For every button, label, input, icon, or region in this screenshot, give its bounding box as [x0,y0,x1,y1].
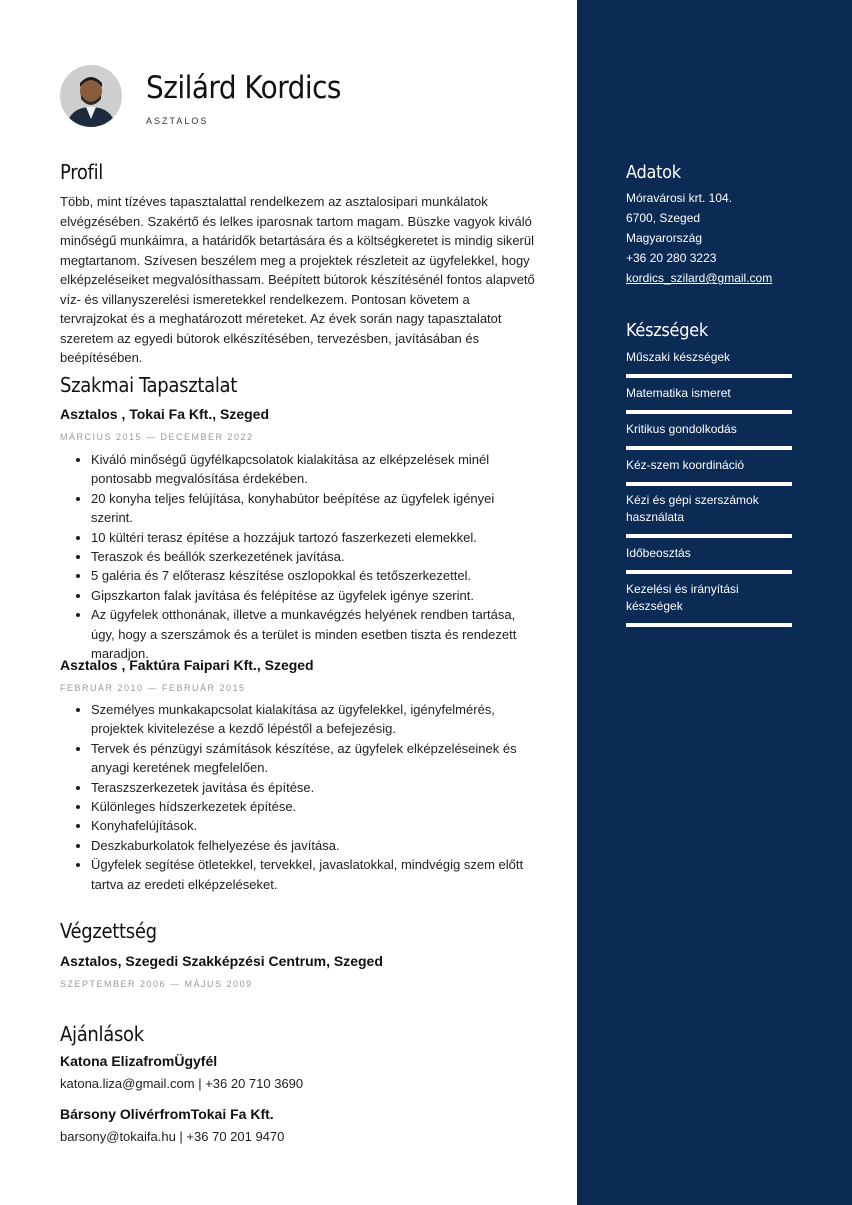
profile-heading: Profil [60,160,103,184]
list-item: • Tervek és pénzügyi számítások készítése, az ügyfelek elképzeléseinek és anyagi keretének megfelelően. [91,739,538,778]
list-item: • Deszkaburkolatok felhelyezése és javítása. [91,836,538,855]
list-item: • Gipszkarton falak javítása és felépítése az ügyfelek igénye szerint. [91,586,538,605]
reference-name: Bársony OlivérfromTokai Fa Kft. [60,1106,274,1122]
skill-label: Időbeosztás [626,546,691,560]
education-dates: SZEPTEMBER 2006 — MÁJUS 2009 [60,979,253,989]
skill-bar [626,410,792,414]
skill-item [626,545,792,574]
list-item: • Konyhafelújítások. [91,816,538,835]
details-address: Móravárosi krt. 104. [626,191,733,205]
profile-text: Több, mint tízéves tapasztalattal rendelkezem az asztalosipari munkálatok elvégzésében. Szakértő és lelkes iparosnak tartom magam. Büszke vagyok kiváló minőségű munkáimra, a határidők betartására és a költségkeretet is mindig sikerül megtartanom. Szívesen beszélem meg a projektek részleteit az ügyfelekkel, hogy elképzeléseiket megvalósíthassam. Beépített bútorok készítésénél fontos alapvető víz- és villanyszerelési ismeretekkel rendelkezem. Pontosan követem a tervrajzokat és a meghatározott méreteket. Az évek során nagy tapasztalatot szeretem az egyedi bútorok elkészítésében, tervezésben, javításában és beépítésében. [60,194,535,365]
reference-contact: katona.liza@gmail.com | +36 20 710 3690 [60,1076,304,1091]
details-phone: +36 20 280 3223 [626,251,717,265]
skill-label: Műszaki készségek [626,350,731,364]
list-item: • Az ügyfelek otthonának, illetve a munkavégzés helyének rendben tartása, úgy, hogy a szerszámok és a terület is minden esetben tiszta és rendezett maradjon. [91,605,538,663]
education-title: Asztalos, Szegedi Szakképzési Centrum, Szeged [60,953,383,969]
skill-label: Kezelési és irányítási készségek [626,582,739,613]
candidate-title: ASZTALOS [146,116,209,126]
job-bullets [60,450,538,663]
skill-bar [626,446,792,450]
skill-item [626,581,792,627]
skill-label: Matematika ismeret [626,386,731,400]
education-heading: Végzettség [60,919,157,943]
skills-heading: Készségek [626,320,708,341]
reference-name: Katona ElizafromÜgyfél [60,1053,218,1069]
list-item: • 5 galéria és 7 előterasz készítése oszlopokkal és tetőszerkezettel. [91,566,538,585]
references-heading: Ajánlások [60,1022,144,1046]
details-heading: Adatok [626,162,681,183]
job-title: Asztalos , Faktúra Faipari Kft., Szeged [60,657,314,673]
list-item: • Teraszszerkezetek javítása és építése. [91,778,538,797]
details-city: 6700, Szeged [626,211,701,225]
skill-label: Kéz-szem koordináció [626,458,745,472]
list-item: • Kiváló minőségű ügyfélkapcsolatok kialakítása az elképzelések minél pontosabb megvalósítása érdekében. [91,450,538,489]
candidate-name: Szilárd Kordics [146,70,341,106]
skill-bar [626,623,792,627]
skill-item [626,385,792,414]
avatar-portrait-icon [60,65,122,127]
email-link[interactable]: kordics_szilard@gmail.com [626,271,773,285]
details-email-wrapper [626,271,772,285]
list-item: • Különleges hídszerkezetek építése. [91,797,538,816]
list-item: • 20 konyha teljes felújítása, konyhabútor beépítése az ügyfelek igényei szerint. [91,489,538,528]
skill-bar [626,570,792,574]
skill-label: Kritikus gondolkodás [626,422,737,436]
job-title: Asztalos , Tokai Fa Kft., Szeged [60,406,270,422]
job-dates: MÁRCIUS 2015 — DECEMBER 2022 [60,432,254,442]
skill-label: Kézi és gépi szerszámok használata [626,493,759,524]
list-item: • Teraszok és beállók szerkezetének javítása. [91,547,538,566]
skill-item [626,349,792,378]
skill-bar [626,374,792,378]
list-item: • 10 kültéri terasz építése a hozzájuk tartozó faszerkezeti elemekkel. [91,528,538,547]
avatar [60,65,122,127]
job-dates: FEBRUÁR 2010 — FEBRUÁR 2015 [60,683,246,693]
list-item: • Ügyfelek segítése ötletekkel, tervekkel, javaslatokkal, mindvégig szem előtt tartva az eredeti elképzeléseket. [91,855,538,894]
details-country: Magyarország [626,231,703,245]
skill-item [626,492,792,538]
list-item: • Személyes munkakapcsolat kialakítása az ügyfelekkel, igényfelmérés, projektek kivitelezése a kezdő lépéstől a befejezésig. [91,700,538,739]
reference-contact: barsony@tokaifa.hu | +36 70 201 9470 [60,1129,285,1144]
skill-bar [626,482,792,486]
skill-bar [626,534,792,538]
skill-item [626,457,792,486]
experience-heading: Szakmai Tapasztalat [60,373,238,397]
job-bullets [60,700,538,894]
skill-item [626,421,792,450]
